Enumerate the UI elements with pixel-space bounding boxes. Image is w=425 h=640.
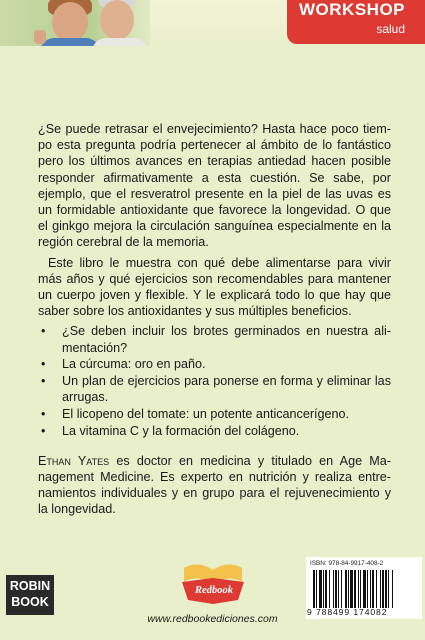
redbook-book-icon xyxy=(180,560,246,604)
barcode-bar xyxy=(319,570,322,608)
photo-shirt-woman xyxy=(40,38,100,46)
barcode-bar xyxy=(316,570,317,608)
barcode-bar xyxy=(325,570,327,608)
series-title: WORKSHOP xyxy=(299,0,405,19)
photo-face-woman xyxy=(52,2,88,42)
list-item: • La vitamina C y la formación del colágeno. xyxy=(38,423,391,439)
barcode-bar xyxy=(348,570,349,608)
barcode-bar xyxy=(323,570,324,608)
barcode-bar xyxy=(345,570,347,608)
list-item: • El licopeno del tomate: un potente anticancerígeno. xyxy=(38,406,391,422)
photo-shirt-man xyxy=(92,38,148,46)
barcode-bar xyxy=(385,570,387,608)
cover-photo-couple xyxy=(0,0,150,46)
intro-paragraph: ¿Se puede retrasar el envejecimiento? Hasta hace poco tiempo esta pregunta podría pertenecer al ámbito de lo fantástico pero los últimos avances en terapias antiedad hacen posible responder afirmativamente a esta cuestión. Se sabe, por ejemplo, que el resveratrol presente en la piel de las uvas es un formidable antioxidante que favorece la longevidad. O que el ginkgo mejora la circulación sanguínea especialmente en la región cerebral de la memoria. xyxy=(38,122,391,250)
series-brand-box xyxy=(287,0,425,44)
barcode-bar xyxy=(367,570,368,608)
publisher-website: www.redbookediciones.com xyxy=(147,613,278,625)
robinbook-logo xyxy=(6,575,54,615)
barcode-bar xyxy=(380,570,381,608)
barcode-bar xyxy=(392,570,393,608)
series-subtitle: salud xyxy=(376,22,405,36)
author-bio-text: es doctor en medicina y titulado en Age Management Medicine. Es experto en nutrición y realiza entrenamientos individuales y en grupo para el rejuvenecimiento y la longevidad. xyxy=(38,453,391,517)
robinbook-logo-line2: BOOK xyxy=(11,594,49,609)
barcode-digits: 9 788499 174082 xyxy=(307,607,388,617)
barcode-bar xyxy=(360,570,361,608)
barcode-bar xyxy=(363,570,366,608)
barcode-bar xyxy=(358,570,359,608)
isbn-label: ISBN: 978-84-9917-408-2 xyxy=(310,560,384,567)
barcode-bar xyxy=(329,570,330,608)
barcode-bar xyxy=(335,570,337,608)
photo-face-man xyxy=(100,0,134,40)
redbook-logo-text: Redbook xyxy=(195,585,233,596)
barcode-bar xyxy=(372,570,374,608)
thumbs-up-icon xyxy=(34,30,46,44)
back-cover-text xyxy=(38,121,391,522)
barcode-box xyxy=(306,557,422,619)
barcode-bar xyxy=(388,570,389,608)
list-item: • Un plan de ejercicios para ponerse en forma y eliminar las arrugas. xyxy=(38,373,391,405)
list-item: • La cúrcuma: oro en paño. xyxy=(38,356,391,372)
barcode-bar xyxy=(350,570,353,608)
author-name: Ethan Yates xyxy=(38,453,110,468)
barcode-bar xyxy=(382,570,384,608)
topics-list xyxy=(38,323,391,438)
author-bio xyxy=(38,453,391,518)
barcode-bar xyxy=(354,570,356,608)
barcode-bar xyxy=(376,570,377,608)
barcode-bar xyxy=(341,570,342,608)
list-item: • ¿Se deben incluir los brotes germinados en nuestra alimentación? xyxy=(38,323,391,355)
robinbook-logo-line1: ROBIN xyxy=(9,579,51,593)
barcode-bar xyxy=(338,570,339,608)
description-paragraph: Este libro le muestra con qué debe alimentarse para vivir más años y qué ejercicios son recomendables para mantener un cuerpo joven y flexible. Y le explicará todo lo que hay que saber sobre los antioxidantes y sus múltiples beneficios. xyxy=(38,255,391,319)
barcode-image xyxy=(312,570,416,608)
barcode-bar xyxy=(313,570,315,608)
barcode-bar xyxy=(370,570,371,608)
barcode-bar xyxy=(333,570,334,608)
